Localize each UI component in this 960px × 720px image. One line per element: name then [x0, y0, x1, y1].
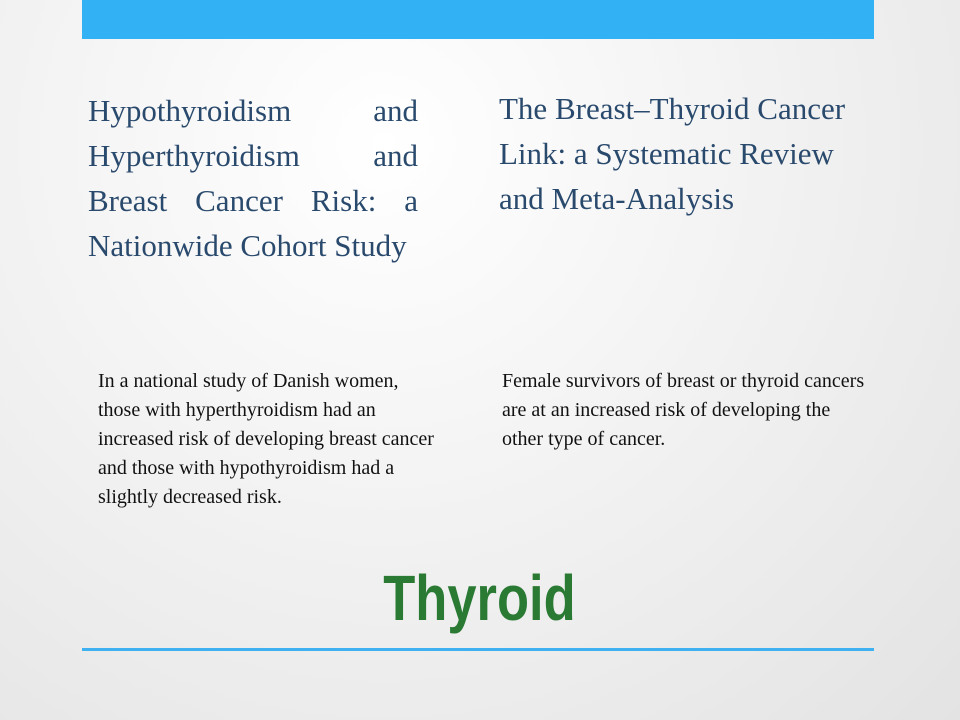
slide-title: Thyroid: [383, 562, 576, 634]
top-accent-bar: [82, 0, 874, 39]
bottom-accent-line: [82, 648, 874, 651]
left-article-heading: Hypothyroidism and Hyperthyroidism and Breast Cancer Risk: a Nationwide Cohort Study: [88, 93, 418, 263]
left-article-summary: In a national study of Danish women, those with hyperthyroidism had an increased risk of developing breast cancer and those with hypothyroidism had a slightly decreased risk.: [98, 370, 434, 508]
right-article-summary: Female survivors of breast or thyroid cancers are at an increased risk of developing the other type of cancer.: [502, 370, 865, 450]
right-article-heading: The Breast–Thyroid Cancer Link: a Systematic Review and Meta-Analysis: [499, 91, 846, 216]
